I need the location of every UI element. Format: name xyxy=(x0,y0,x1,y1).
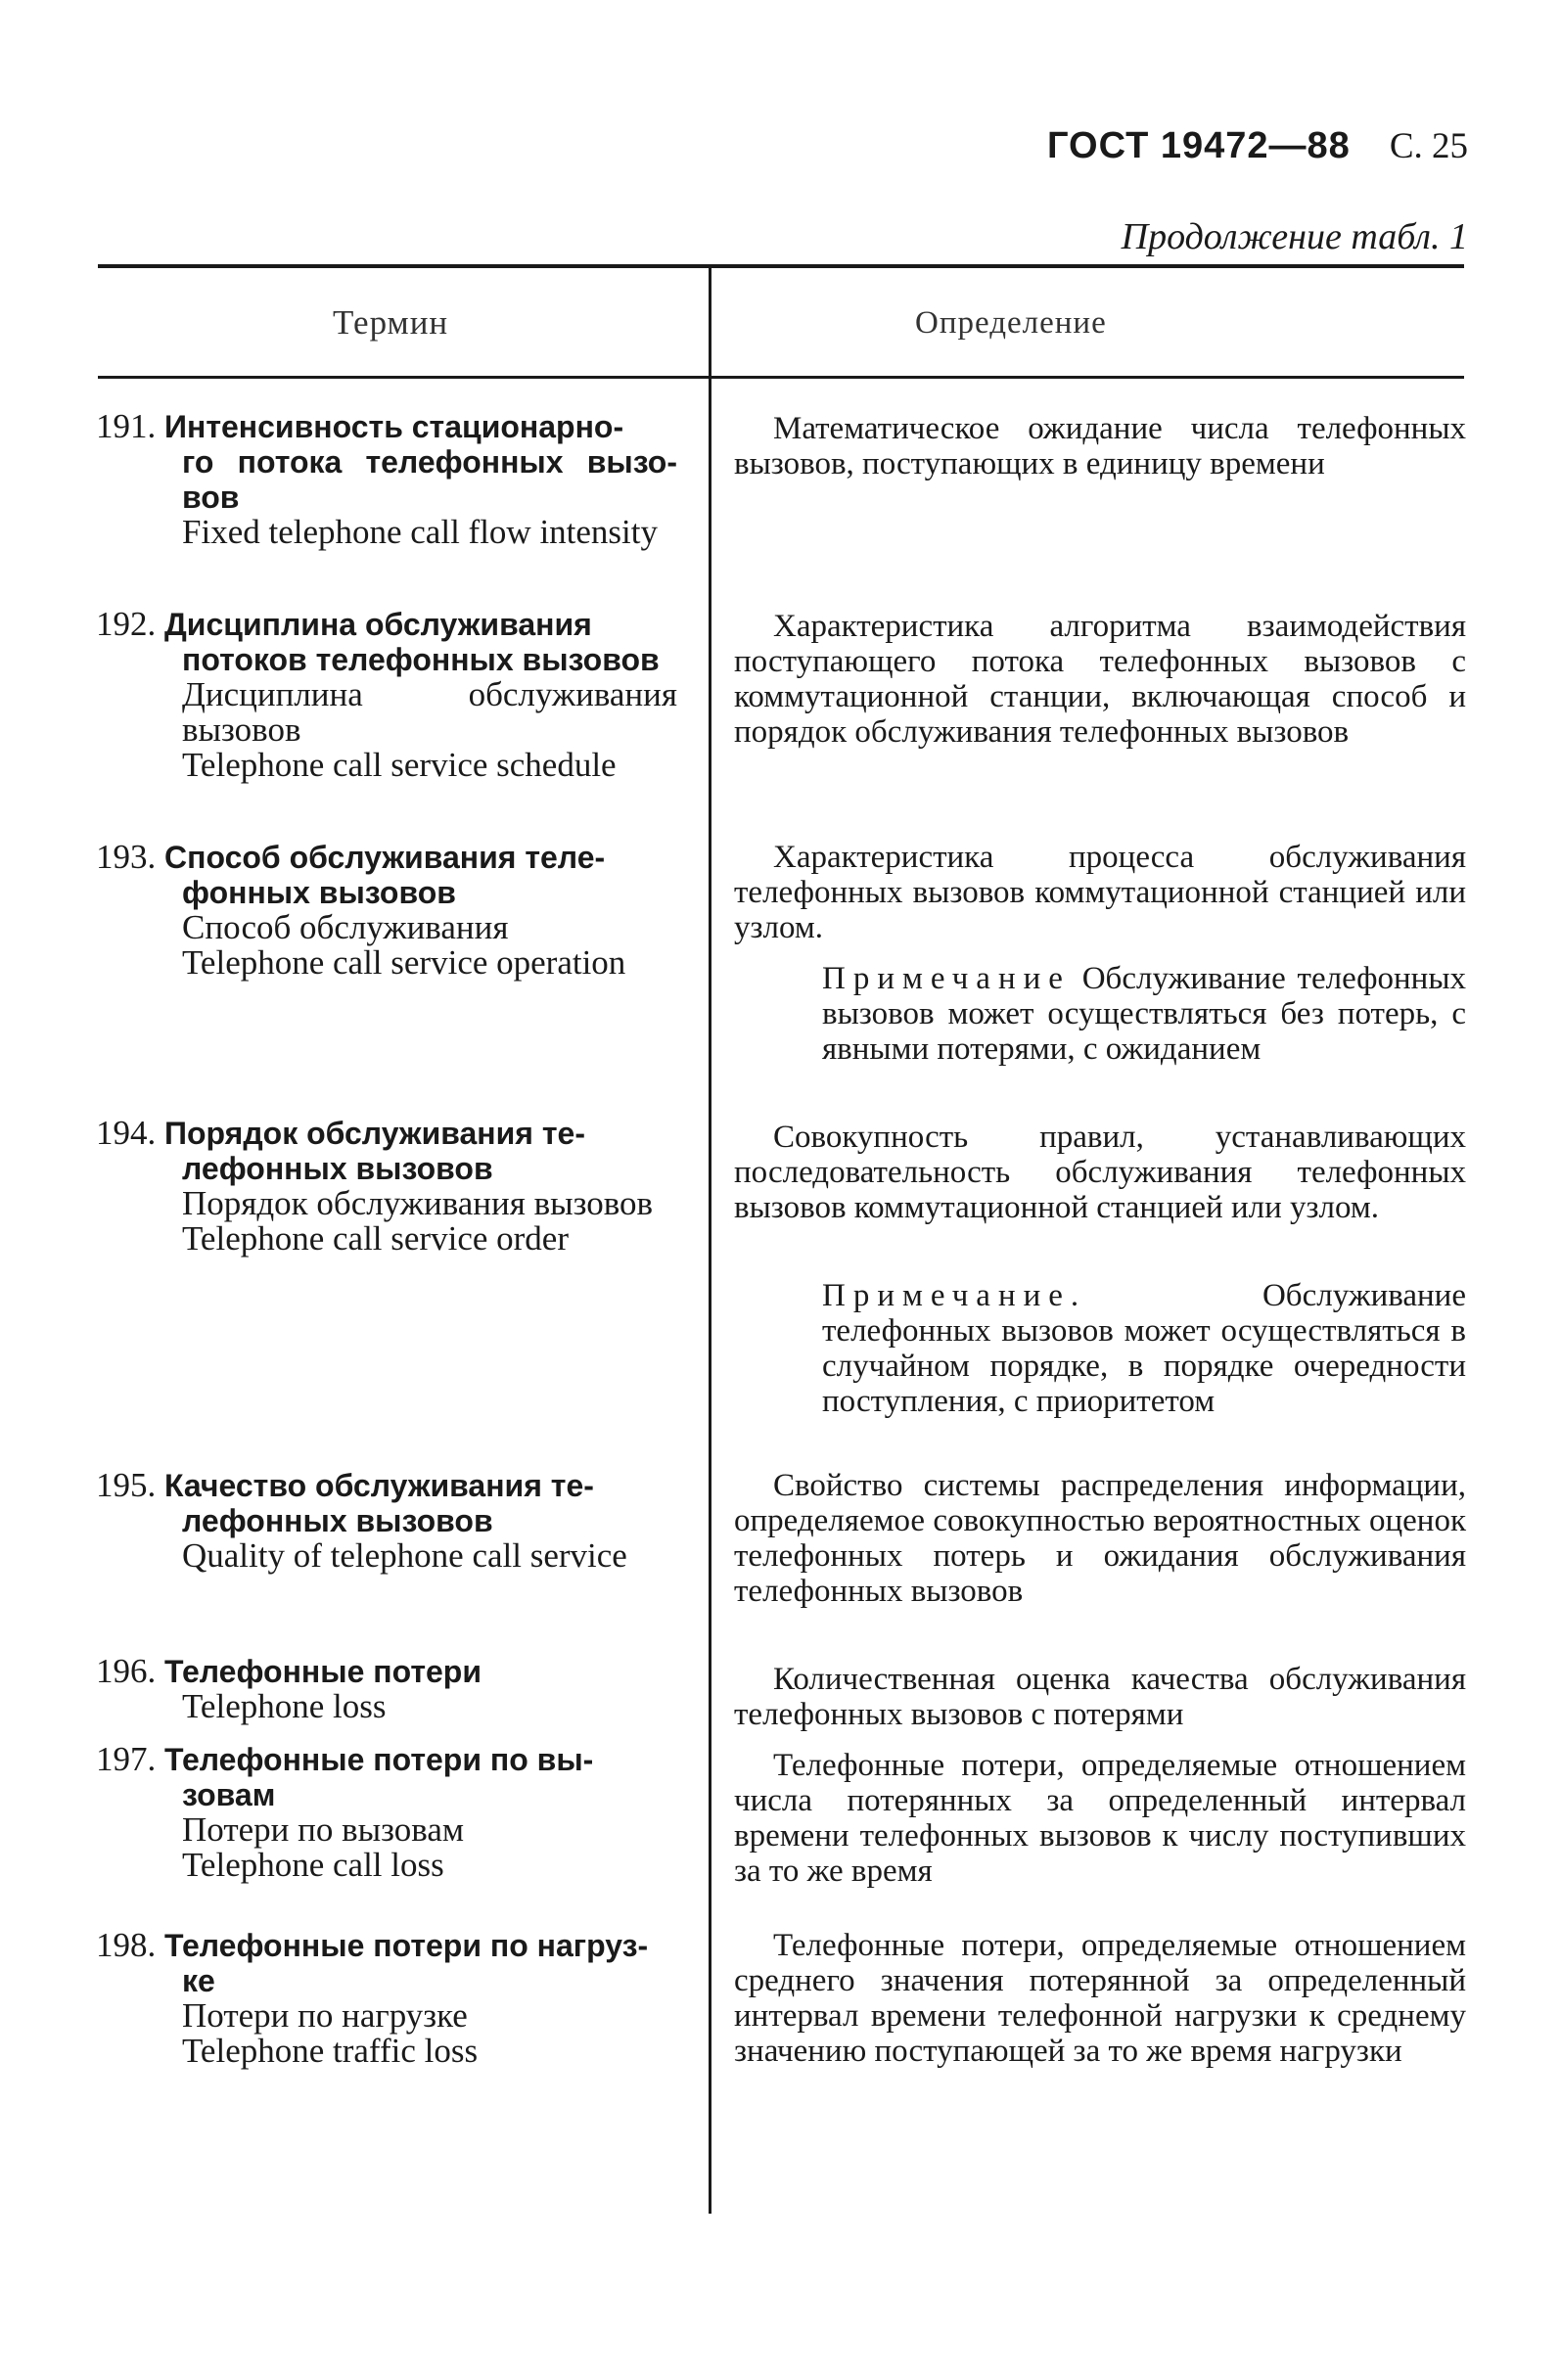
term-entry xyxy=(96,840,677,981)
term-ru: Интенсивность стационарно- xyxy=(164,409,624,444)
page-header xyxy=(1047,125,1468,167)
term-ru: Способ обслуживания теле- xyxy=(164,840,606,875)
note-text: Обслуживание телефонных вызовов может осуществляться в случайном порядке, в порядке очередности поступления, с приоритетом xyxy=(822,1278,1466,1419)
term-en: Telephone call service schedule xyxy=(182,746,617,784)
definition-note xyxy=(822,961,1466,1067)
term-ru-continued: лефонных вызовов xyxy=(182,1503,493,1538)
definition: Математическое ожидание числа телефонных вызовов, поступающих в единицу времени xyxy=(734,411,1466,481)
note-text: Обслуживание телефонных вызовов может осуществляться без потерь, с явными потерями, с ожиданием xyxy=(822,961,1466,1067)
term-number: 192. xyxy=(96,605,157,643)
term-en: Telephone loss xyxy=(182,1687,387,1725)
term-ru: Телефонные потери по вы- xyxy=(164,1742,594,1777)
definition-note xyxy=(822,1278,1466,1419)
term-entry xyxy=(96,409,677,550)
term-ru: Порядок обслуживания те- xyxy=(164,1116,585,1151)
term-entry xyxy=(96,1742,677,1883)
definition: Количественная оценка качества обслуживания телефонных вызовов с потерями xyxy=(734,1662,1466,1732)
term-ru-continued: го потока телефонных вызо- вов xyxy=(182,444,677,515)
term-synonym: Дисциплина обслуживания вызовов xyxy=(182,675,677,749)
table-top-rule xyxy=(98,264,1464,268)
term-entry xyxy=(96,1928,677,2069)
term-number: 194. xyxy=(96,1114,157,1152)
definition: Телефонные потери, определяемые отношением среднего значения потерянной за определенный интервал времени телефонной нагрузки к среднему значению поступающей за то же время нагрузки xyxy=(734,1928,1466,2069)
column-header-definition: Определение xyxy=(915,305,1107,341)
term-number: 196. xyxy=(96,1652,157,1690)
term-en: Telephone call loss xyxy=(182,1846,444,1884)
term-entry xyxy=(96,607,677,783)
term-number: 191. xyxy=(96,407,157,445)
term-ru-continued: ке xyxy=(182,1963,215,1998)
definition: Совокупность правил, устанавливающих последовательность обслуживания телефонных вызовов коммутационной станцией или узлом. xyxy=(734,1120,1466,1225)
term-ru: Дисциплина обслуживания xyxy=(164,607,592,642)
term-number: 193. xyxy=(96,838,157,876)
table-header-rule xyxy=(98,376,1464,379)
standard-number: ГОСТ 19472—88 xyxy=(1047,125,1351,166)
page-number: С. 25 xyxy=(1389,126,1468,166)
term-synonym: Потери по нагрузке xyxy=(182,1996,468,2035)
note-label: Примечание xyxy=(822,961,1071,996)
term-ru-continued: фонных вызовов xyxy=(182,875,456,910)
term-en: Telephone call service order xyxy=(182,1219,569,1258)
term-ru: Телефонные потери xyxy=(164,1654,482,1689)
column-divider xyxy=(709,264,711,2214)
term-en: Telephone call service operation xyxy=(182,943,626,982)
term-en: Fixed telephone call flow intensity xyxy=(182,513,659,551)
term-en: Quality of telephone call service xyxy=(182,1536,627,1575)
term-ru: Телефонные потери по нагруз- xyxy=(164,1928,649,1963)
definition: Характеристика процесса обслуживания телефонных вызовов коммутационной станцией или узлом. xyxy=(734,840,1466,945)
term-en: Telephone traffic loss xyxy=(182,2032,479,2070)
term-entry xyxy=(96,1468,677,1574)
note-label: Примечание. xyxy=(822,1278,1087,1313)
definition: Характеристика алгоритма взаимодействия поступающего потока телефонных вызовов с коммутационной станции, включающая способ и порядок обслуживания телефонных вызовов xyxy=(734,609,1466,750)
definition: Телефонные потери, определяемые отношением числа потерянных за определенный интервал времени телефонных вызовов к числу поступивших за то же время xyxy=(734,1748,1466,1889)
term-ru-continued: потоков телефонных вызовов xyxy=(182,642,660,677)
term-synonym: Порядок обслуживания вызовов xyxy=(182,1184,654,1222)
term-entry xyxy=(96,1654,677,1724)
term-synonym: Способ обслуживания xyxy=(182,908,509,946)
definition: Свойство системы распределения информации, определяемое совокупностью вероятностных оценок телефонных потерь и ожидания обслуживания телефонных вызовов xyxy=(734,1468,1466,1609)
term-entry xyxy=(96,1116,677,1257)
term-synonym: Потери по вызовам xyxy=(182,1810,465,1849)
term-ru: Качество обслуживания те- xyxy=(164,1468,594,1503)
term-number: 195. xyxy=(96,1466,157,1504)
term-number: 197. xyxy=(96,1740,157,1778)
column-header-term: Термин xyxy=(333,303,449,342)
table-continuation: Продолжение табл. 1 xyxy=(1121,216,1468,257)
term-number: 198. xyxy=(96,1926,157,1964)
term-ru-continued: лефонных вызовов xyxy=(182,1151,493,1186)
term-ru-continued: зовам xyxy=(182,1777,276,1812)
